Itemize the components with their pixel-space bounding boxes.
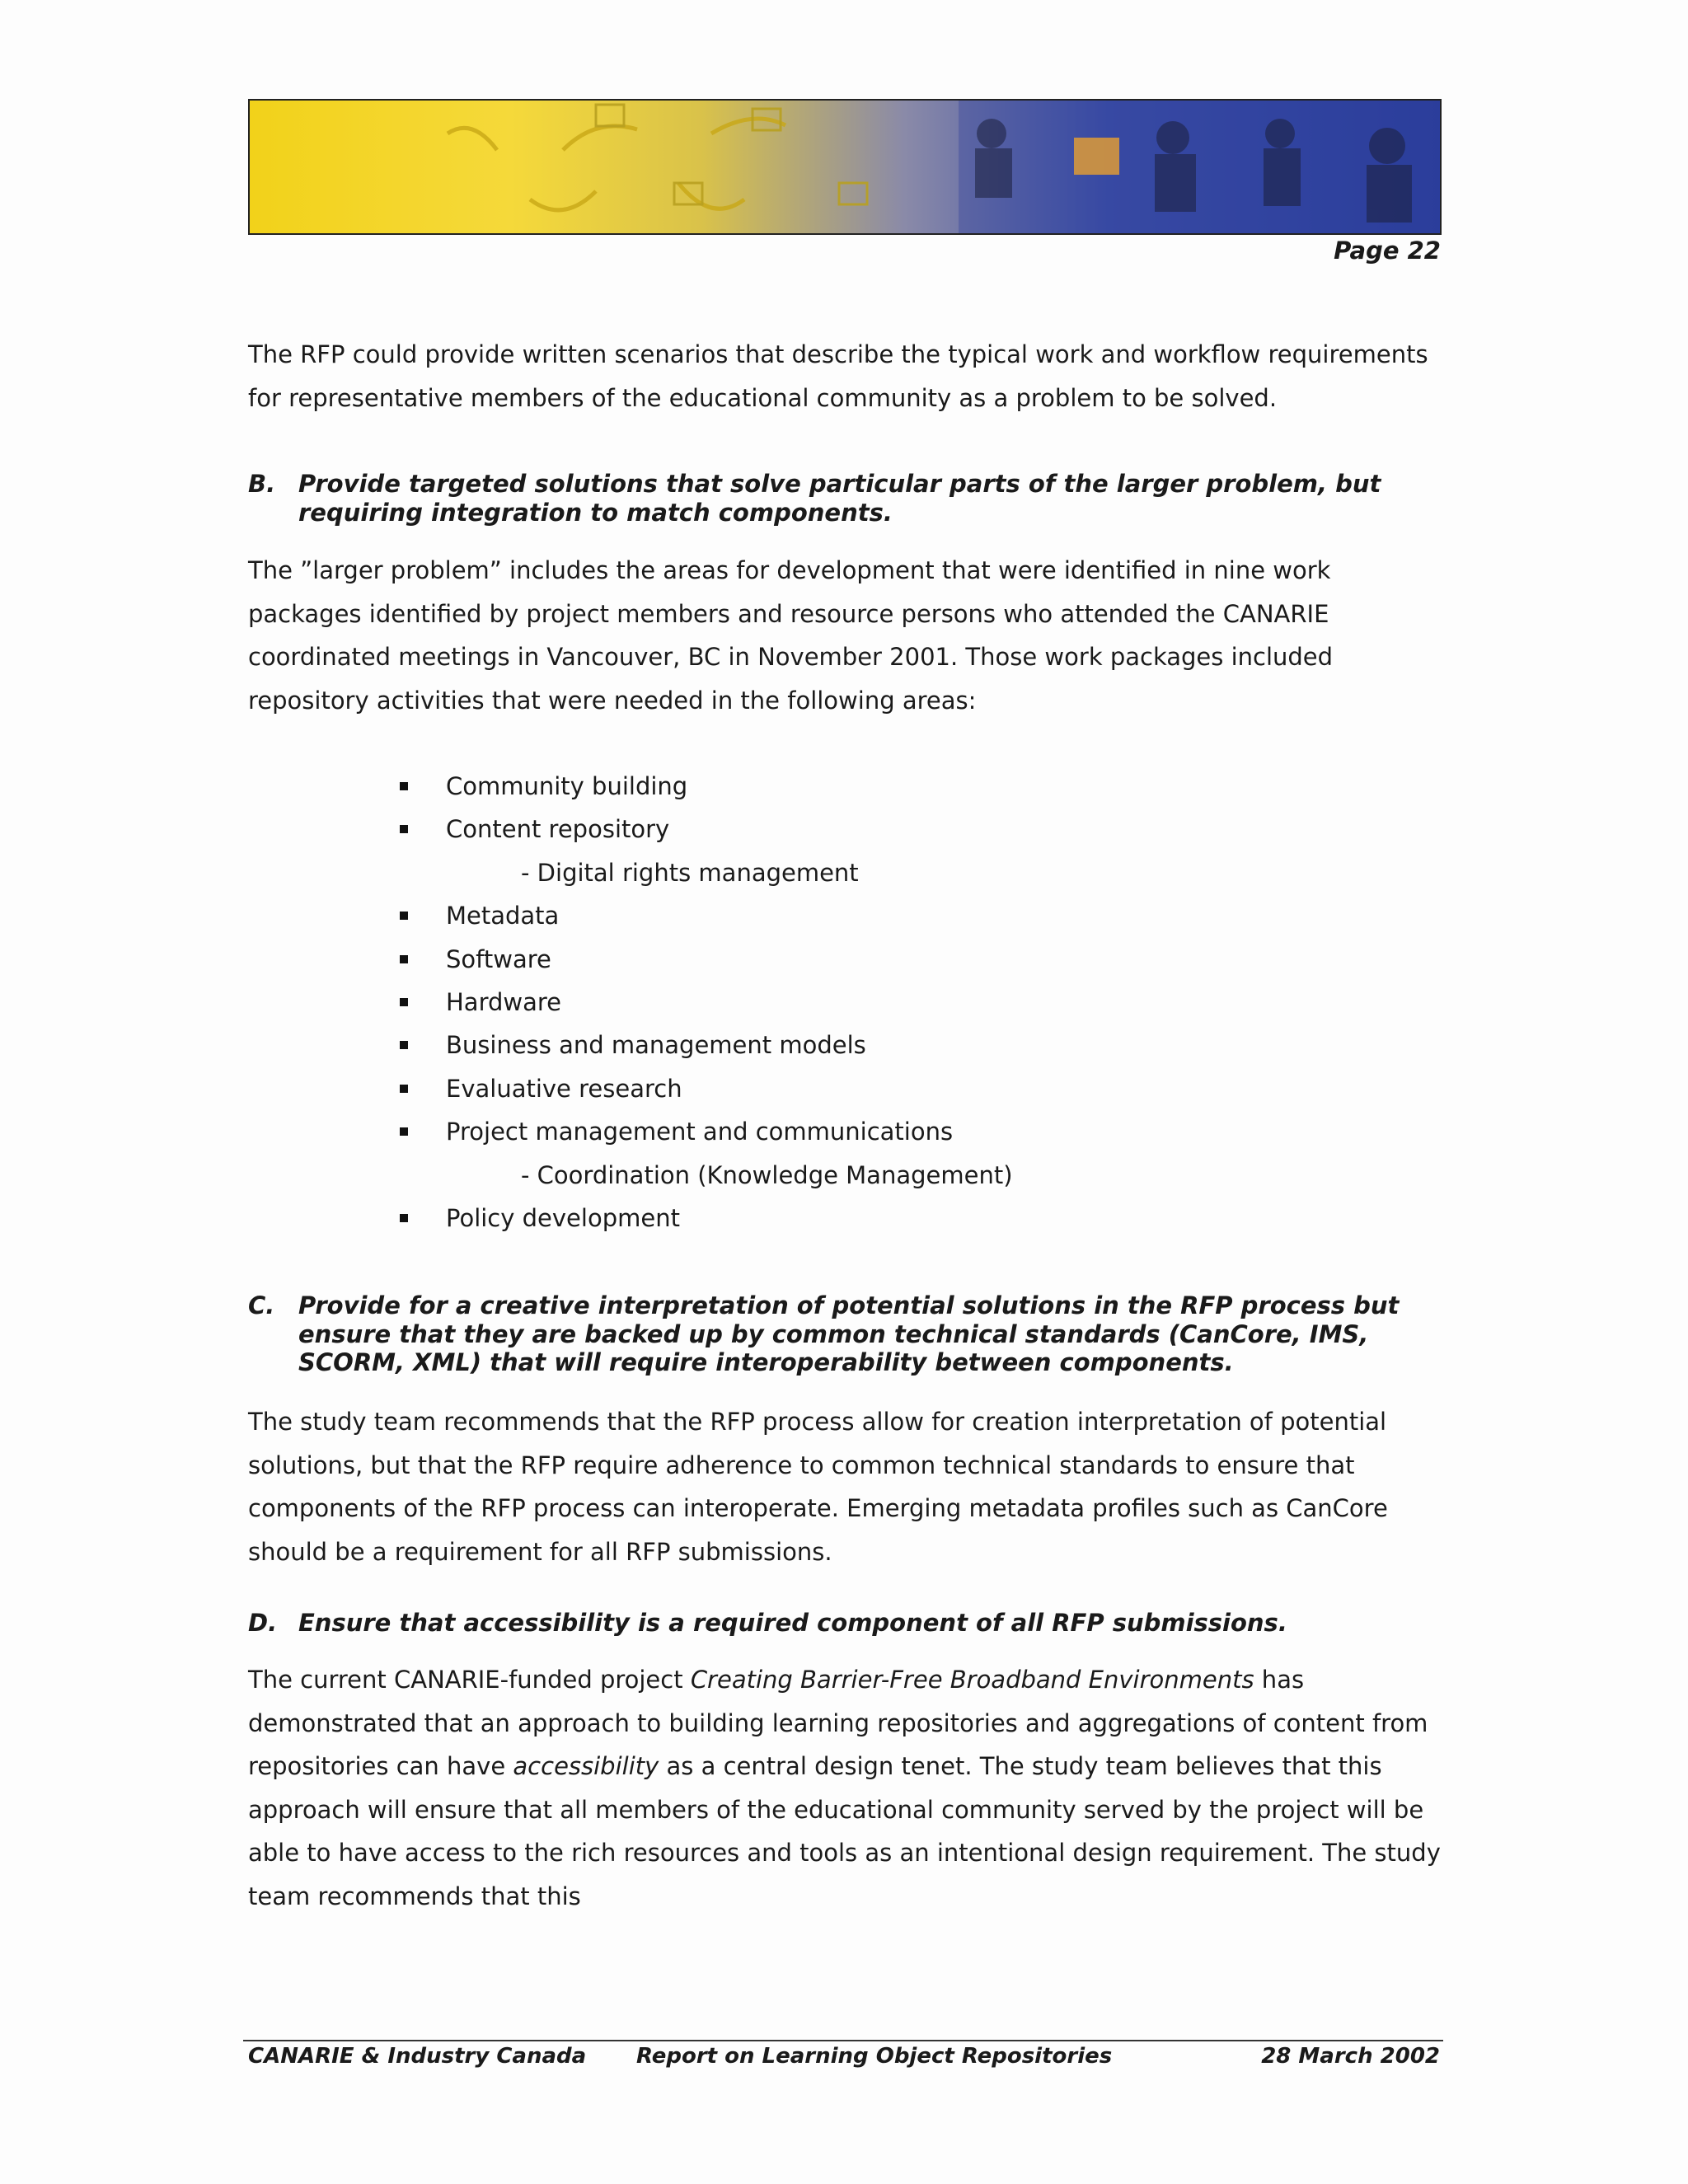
list-item: Policy development	[397, 1197, 1013, 1240]
work-package-list	[397, 765, 1013, 1240]
list-item: Evaluative research	[397, 1067, 1013, 1110]
bullet-square-icon	[400, 825, 408, 833]
footer-right: 28 March 2002	[1261, 2044, 1440, 2069]
section-d-letter: D.	[248, 1609, 278, 1637]
list-item: Content repository	[397, 808, 1013, 851]
section-c-paragraph: The study team recommends that the RFP process allow for creation interpretation of potential solutions, but that the RFP require adherence to common technical standards to ensure that components of the RFP process can interoperate. Emerging metadata profiles such as CanCore should be a requirement for all RFP submissions.	[248, 1408, 1388, 1566]
bullet-square-icon	[400, 1214, 408, 1222]
bullet-square-icon	[400, 782, 408, 790]
section-c-heading	[248, 1291, 1443, 1377]
section-d-heading-text: Ensure that accessibility is a required component of all RFP submissions.	[298, 1609, 1287, 1637]
list-subitem: - Digital rights management	[521, 858, 859, 887]
bullet-square-icon	[400, 1127, 408, 1136]
section-c-letter: C.	[248, 1291, 275, 1319]
bullet-square-icon	[400, 998, 408, 1006]
list-item: Metadata	[397, 894, 1013, 937]
footer-divider	[243, 2040, 1443, 2041]
section-d-paragraph: The current CANARIE-funded project Creating Barrier-Free Broadband Environments has demonstrated that an approach to building learning repositories and aggregations of content from repositories can have accessibility as a central design tenet. The study team believes that this approach will ensure that all members of the educational community served by the project will be able to have access to the rich resources and tools as an intentional design requirement. The study team recommends that this	[248, 1666, 1441, 1910]
list-item: Business and management models	[397, 1024, 1013, 1066]
computer-network-banner-icon	[250, 101, 1442, 235]
bullet-square-icon	[400, 912, 408, 920]
list-item: Hardware	[397, 981, 1013, 1024]
intro-paragraph: The RFP could provide written scenarios that describe the typical work and workflow requirements for representative members of the educational community as a problem to be solved.	[248, 340, 1428, 412]
bullet-square-icon	[400, 955, 408, 963]
accessibility-italic: accessibility	[513, 1752, 659, 1780]
header-banner	[248, 99, 1442, 235]
section-d-heading	[248, 1609, 1443, 1638]
section-c-heading-text: Provide for a creative interpretation of potential solutions in the RFP process but ensure that they are backed up by common technical standards (CanCore, IMS, SCORM, XML) that will require interoperability between components.	[298, 1291, 1400, 1376]
section-b-paragraph: The ”larger problem” includes the areas for development that were identified in nine work packages identified by project members and resource persons who attended the CANARIE coordinated meetings in Vancouver, BC in November 2001. Those work packages included repository activities that were needed in the following areas:	[248, 556, 1334, 715]
section-b-heading	[248, 470, 1443, 527]
list-item: Community building	[397, 765, 1013, 808]
list-subitem: - Coordination (Knowledge Management)	[521, 1160, 1013, 1189]
bullet-square-icon	[400, 1085, 408, 1093]
page-number: Page 22	[1334, 237, 1441, 265]
section-b-letter: B.	[248, 470, 276, 498]
project-title-italic: Creating Barrier-Free Broadband Environments	[690, 1666, 1254, 1694]
footer-left: CANARIE & Industry Canada	[248, 2044, 587, 2069]
list-item: Project management and communications	[397, 1110, 1013, 1153]
footer-center: Report on Learning Object Repositories	[636, 2044, 1113, 2069]
section-b-heading-text: Provide targeted solutions that solve particular parts of the larger problem, but requiring integration to match components.	[298, 470, 1381, 527]
list-item: Software	[397, 938, 1013, 981]
bullet-square-icon	[400, 1041, 408, 1049]
